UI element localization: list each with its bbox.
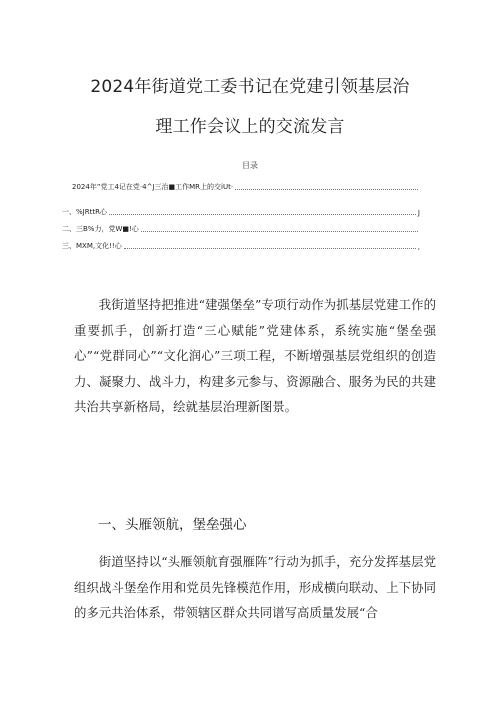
toc-entry-text: 一、%JRttR心 <box>62 208 107 216</box>
toc-entry-page: , <box>417 243 420 251</box>
toc-entry-text: 2024年”党工4记在党·4^J三治■工作MR上的交iUt· <box>72 183 234 191</box>
toc-entry[interactable] <box>62 240 420 251</box>
toc-heading: 目录 <box>242 161 258 170</box>
section-1-paragraph: 街道坚持以“头雁领航育强雁阵”行动为抓手，充分发挥基层党组织战斗堡垒作用和党员先锋模范作用，形成横向联动、上下协同的多元共治体系，带领辖区群众共同谱写高质量发展“合 <box>74 554 436 620</box>
toc-leader-dots <box>124 247 416 249</box>
toc-leader-dots <box>235 188 418 190</box>
toc-entry-page: J <box>417 209 420 217</box>
toc-entry-text: 三、MXM,文化!!心 <box>62 242 122 250</box>
toc-entry[interactable] <box>62 206 420 217</box>
intro-paragraph: 我街道坚持把推进“建强堡垒”专项行动作为抓基层党建工作的重要抓手，创新打造“三心赋能”党建体系，系统实施“堡垒强心”“党群同心”“文化润心”三项工程，不断增强基层党组织的创造力、凝聚力、战斗力，构建多元参与、资源融合、服务为民的共建共治共享新格局，绘就基层治理新图景。 <box>74 297 436 414</box>
toc-leader-dots <box>141 230 418 232</box>
toc-entry-text: 二、三B%力，党W■!心 <box>62 225 139 233</box>
document-title-line-1: 2024年街道党工委书记在党建引领基层治 <box>90 77 410 97</box>
document-title-line-2: 理工作会议上的交流发言 <box>155 117 345 137</box>
section-1-heading: 一、头雁领航，堡垒强心 <box>98 517 247 533</box>
toc-entry[interactable] <box>62 223 420 234</box>
toc-leader-dots <box>109 213 416 215</box>
toc-entry[interactable] <box>72 181 420 192</box>
